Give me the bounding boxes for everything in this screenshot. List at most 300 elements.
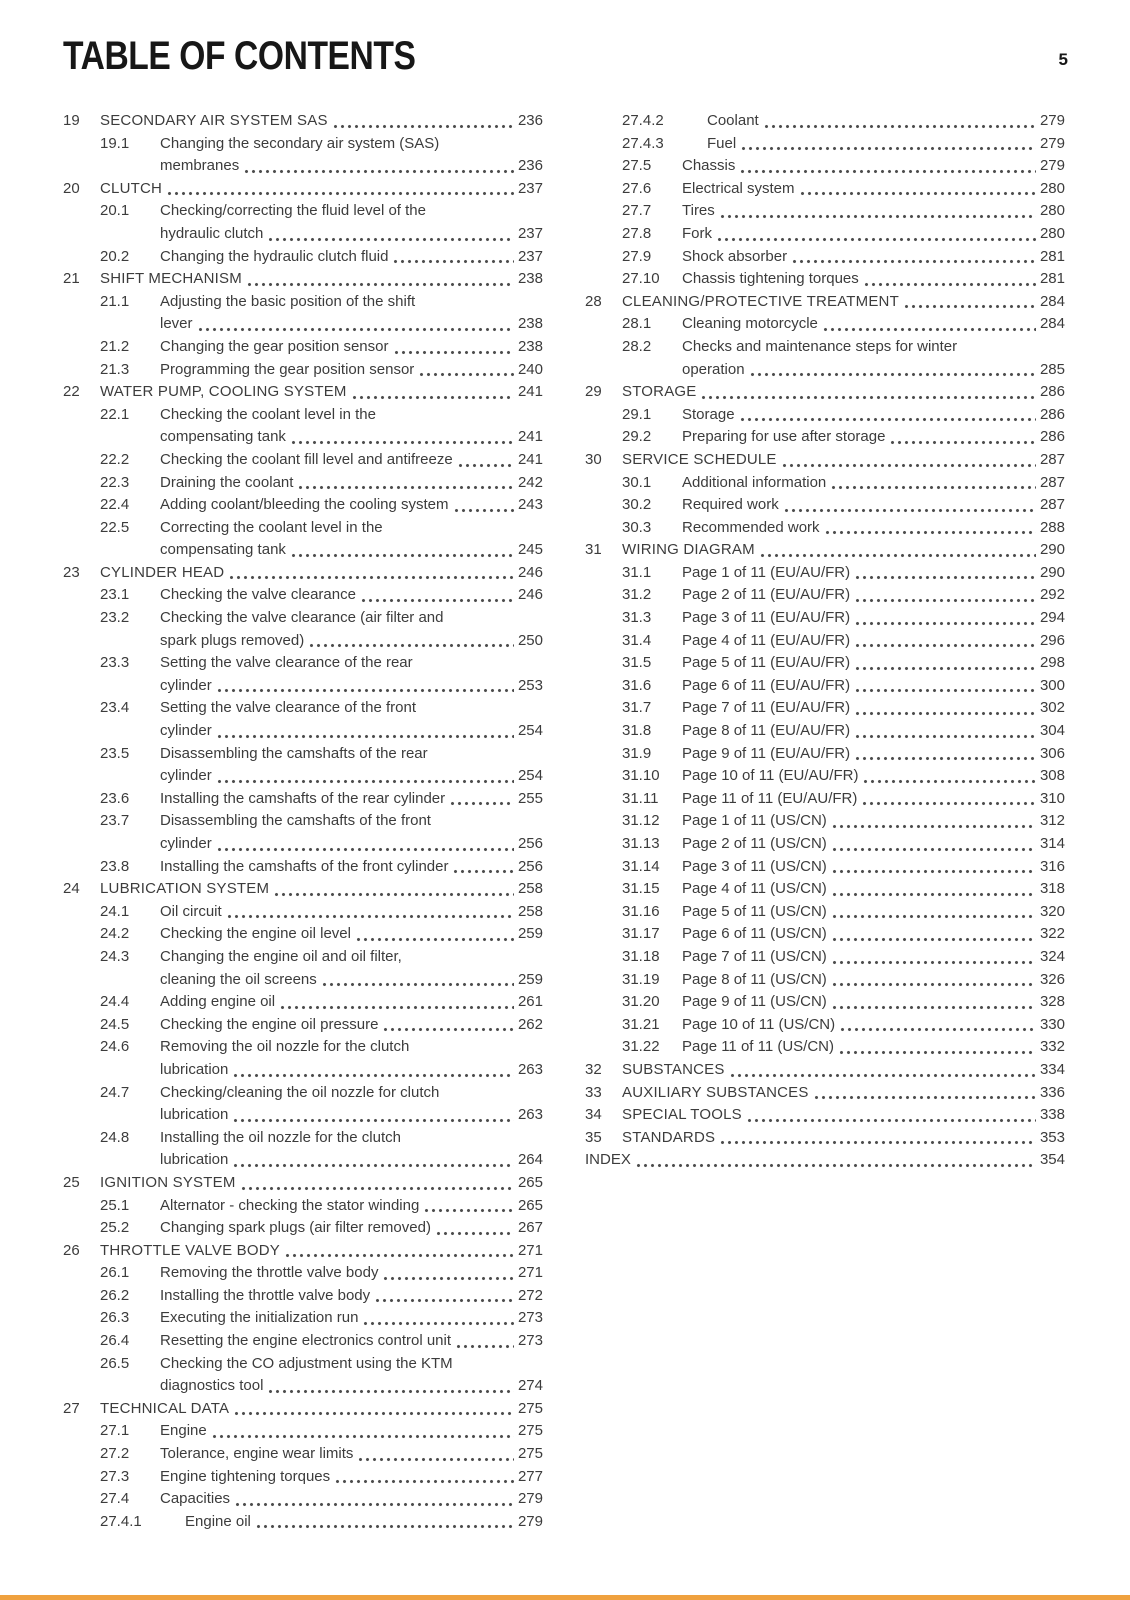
toc-entry-number: 27.7 <box>622 202 652 220</box>
dot-leader <box>394 350 514 355</box>
toc-entry-title: Page 2 of 11 (EU/AU/FR) <box>682 586 851 604</box>
toc-entry[interactable] <box>63 1307 543 1330</box>
toc-entry[interactable] <box>585 133 1065 156</box>
dot-leader <box>241 1186 514 1191</box>
toc-entry-title: LUBRICATION SYSTEM <box>100 880 270 898</box>
dot-leader <box>864 282 1036 287</box>
toc-entry-title: Page 10 of 11 (EU/AU/FR) <box>682 767 859 785</box>
dot-leader <box>454 508 514 513</box>
toc-entry-line <box>160 607 543 630</box>
dot-leader <box>322 982 514 987</box>
toc-entry-line <box>160 449 543 472</box>
toc-entry[interactable] <box>585 539 1065 562</box>
dot-leader <box>855 711 1036 716</box>
toc-entry[interactable] <box>63 200 543 245</box>
toc-entry-title: hydraulic clutch <box>160 224 264 242</box>
toc-entry-body <box>682 675 1065 698</box>
toc-entry-title: Page 1 of 11 (EU/AU/FR) <box>682 563 851 581</box>
toc-entry[interactable] <box>63 110 543 133</box>
toc-entry-title: Removing the throttle valve body <box>160 1264 379 1282</box>
toc-entry-number: 30.3 <box>622 518 652 536</box>
toc-entry-number: 24.2 <box>100 925 130 943</box>
toc-entry-page: 300 <box>1039 676 1065 694</box>
toc-entry-body <box>160 652 543 697</box>
toc-entry-title: Checking/correcting the fluid level of the <box>160 202 426 220</box>
toc-entry-number: 23.8 <box>100 857 130 875</box>
toc-entry-body <box>682 155 1065 178</box>
toc-entry-number: 30 <box>585 450 602 468</box>
toc-entry-number: 24.4 <box>100 993 130 1011</box>
toc-entry-title: SECONDARY AIR SYSTEM SAS <box>100 112 328 129</box>
toc-entry[interactable] <box>63 381 543 404</box>
toc-entry-number: 23.7 <box>100 812 130 830</box>
toc-entry-title: Changing the hydraulic clutch fluid <box>160 247 389 265</box>
toc-entry-title: cylinder <box>160 676 212 694</box>
toc-entry-line <box>160 291 543 314</box>
toc-entry[interactable] <box>585 788 1065 811</box>
toc-entry-body <box>160 923 543 946</box>
dot-leader <box>335 1479 514 1484</box>
toc-entry-page: 285 <box>1039 360 1065 378</box>
toc-entry[interactable] <box>585 1127 1065 1150</box>
toc-entry-title: Checking the coolant level in the <box>160 405 376 423</box>
toc-entry[interactable] <box>63 178 543 201</box>
toc-entry-body <box>622 539 1065 562</box>
toc-entry[interactable] <box>63 584 543 607</box>
toc-entry[interactable] <box>585 765 1065 788</box>
toc-entry-page: 237 <box>517 247 543 265</box>
dot-leader <box>832 1005 1036 1010</box>
toc-entry-page: 332 <box>1039 1038 1065 1056</box>
toc-entry-title: Checking the valve clearance <box>160 586 356 604</box>
toc-entry[interactable] <box>585 472 1065 495</box>
toc-entry[interactable] <box>585 291 1065 314</box>
toc-entry-page: 326 <box>1039 970 1065 988</box>
toc-entry-body <box>160 743 543 788</box>
toc-entry[interactable] <box>585 878 1065 901</box>
toc-entry[interactable] <box>585 110 1065 133</box>
toc-entry-body <box>160 472 543 495</box>
dot-leader <box>855 666 1036 671</box>
toc-entry-body <box>160 359 543 382</box>
dot-leader <box>229 575 514 580</box>
toc-entry-line <box>682 246 1065 269</box>
toc-entry[interactable] <box>585 697 1065 720</box>
toc-entry[interactable] <box>63 1466 543 1489</box>
toc-entry-page: 262 <box>517 1015 543 1033</box>
toc-entry[interactable] <box>63 359 543 382</box>
toc-entry[interactable] <box>585 426 1065 449</box>
toc-entry-body <box>682 178 1065 201</box>
toc-entry-number: 31.9 <box>622 744 652 762</box>
toc-entry[interactable] <box>63 472 543 495</box>
toc-entry[interactable] <box>585 517 1065 540</box>
dot-leader <box>333 124 514 129</box>
dot-leader <box>233 1163 514 1168</box>
toc-entry-line <box>622 1127 1065 1150</box>
toc-entry-line <box>160 517 543 540</box>
toc-entry[interactable] <box>63 449 543 472</box>
toc-entry-body <box>160 336 543 359</box>
toc-entry-page: 243 <box>517 496 543 514</box>
toc-entry-body <box>682 584 1065 607</box>
toc-entry-number: 31.18 <box>622 947 660 965</box>
toc-entry[interactable] <box>63 946 543 991</box>
toc-entry-title: Page 4 of 11 (EU/AU/FR) <box>682 631 851 649</box>
toc-entry-line <box>682 946 1065 969</box>
dot-leader <box>823 327 1036 332</box>
toc-entry[interactable] <box>585 675 1065 698</box>
toc-entry[interactable] <box>63 1262 543 1285</box>
toc-entry-title: Removing the oil nozzle for the clutch <box>160 1038 410 1056</box>
toc-entry-body <box>622 449 1065 472</box>
toc-entry-number: 31 <box>585 541 602 559</box>
toc-entry-page: 245 <box>517 541 543 559</box>
toc-entry[interactable] <box>63 810 543 855</box>
dot-leader <box>217 847 514 852</box>
toc-entry-number: 31.11 <box>622 789 659 807</box>
toc-entry[interactable] <box>585 200 1065 223</box>
toc-entry[interactable] <box>63 336 543 359</box>
toc-entry-body <box>160 1420 543 1443</box>
toc-entry-title: Alternator - checking the stator winding <box>160 1196 420 1214</box>
toc-entry[interactable] <box>585 155 1065 178</box>
toc-entry-line <box>682 969 1065 992</box>
toc-entry[interactable] <box>63 878 543 901</box>
toc-entry-title: WATER PUMP, COOLING SYSTEM <box>100 383 347 401</box>
toc-entry[interactable] <box>63 404 543 449</box>
toc-entry-number: 29.2 <box>622 428 652 446</box>
toc-entry-number: 24.8 <box>100 1128 130 1146</box>
toc-entry-page: 306 <box>1039 744 1065 762</box>
toc-entry-title: Engine oil <box>185 1512 251 1530</box>
toc-entry-title: Changing the gear position sensor <box>160 337 389 355</box>
toc-entry-number: 31.16 <box>622 902 660 920</box>
toc-entry[interactable] <box>585 313 1065 336</box>
toc-entry-page: 263 <box>517 1106 543 1124</box>
toc-entry[interactable] <box>63 1014 543 1037</box>
toc-entry[interactable] <box>63 991 543 1014</box>
toc-entry-number: 21.2 <box>100 337 130 355</box>
toc-entry-body <box>160 584 543 607</box>
toc-entry[interactable] <box>63 856 543 879</box>
toc-entry[interactable] <box>585 1104 1065 1127</box>
toc-entry[interactable] <box>585 494 1065 517</box>
toc-entry-title: Engine <box>160 1422 207 1440</box>
toc-entry-title: lubrication <box>160 1106 229 1124</box>
toc-entry-page: 288 <box>1039 518 1065 536</box>
toc-entry-title: Fuel <box>707 134 737 152</box>
toc-entry[interactable] <box>585 404 1065 427</box>
toc-entry-line <box>160 155 543 178</box>
dot-leader <box>458 463 514 468</box>
toc-entry-number: 26.2 <box>100 1286 130 1304</box>
toc-entry[interactable] <box>63 133 543 178</box>
toc-entry-title: Changing spark plugs (air filter removed) <box>160 1219 431 1237</box>
toc-entry[interactable] <box>63 607 543 652</box>
toc-entry[interactable] <box>63 697 543 742</box>
toc-entry-number: 27.8 <box>622 224 652 242</box>
toc-entry[interactable] <box>585 833 1065 856</box>
toc-entry-title: Checking/cleaning the oil nozzle for clutch <box>160 1083 440 1101</box>
toc-entry[interactable] <box>585 720 1065 743</box>
dot-leader <box>832 982 1036 987</box>
toc-entry-number: 21.1 <box>100 292 130 310</box>
dot-leader <box>855 621 1036 626</box>
toc-entry-page: 286 <box>1039 428 1065 446</box>
toc-entry[interactable] <box>63 1420 543 1443</box>
toc-entry-title: Installing the throttle valve body <box>160 1286 371 1304</box>
toc-entry-page: 279 <box>1039 157 1065 175</box>
toc-entry-number: 22.3 <box>100 473 130 491</box>
toc-entry-body <box>160 200 543 245</box>
toc-entry-number: 31.1 <box>622 563 652 581</box>
toc-entry-number: 31.12 <box>622 812 660 830</box>
toc-entry-title: Checking the engine oil level <box>160 925 351 943</box>
toc-entry-body <box>160 810 543 855</box>
toc-entry-line <box>707 133 1065 156</box>
toc-entry-line <box>160 1217 543 1240</box>
toc-entry[interactable] <box>585 584 1065 607</box>
toc-entry[interactable] <box>585 743 1065 766</box>
toc-entry[interactable] <box>63 562 543 585</box>
toc-entry-body <box>682 472 1065 495</box>
toc-entry-line <box>682 833 1065 856</box>
dot-leader <box>383 1276 514 1281</box>
toc-entry-body <box>160 1195 543 1218</box>
toc-entry-body <box>160 517 543 562</box>
toc-entry-page: 286 <box>1039 383 1065 401</box>
toc-entry-number: 31.6 <box>622 676 652 694</box>
toc-entry-page: 287 <box>1039 473 1065 491</box>
toc-entry[interactable] <box>585 923 1065 946</box>
toc-entry-title: cylinder <box>160 835 212 852</box>
toc-entry-number: 28 <box>585 292 602 310</box>
toc-entry[interactable] <box>63 517 543 562</box>
toc-entry-body <box>682 652 1065 675</box>
toc-entry[interactable] <box>585 1014 1065 1037</box>
toc-entry-title: Tolerance, engine wear limits <box>160 1445 354 1463</box>
toc-entry[interactable] <box>585 562 1065 585</box>
toc-entry-body <box>682 607 1065 630</box>
toc-entry-page: 316 <box>1039 857 1065 875</box>
toc-entry[interactable] <box>585 1059 1065 1082</box>
toc-entry-page: 240 <box>517 360 543 378</box>
toc-entry[interactable] <box>585 246 1065 269</box>
toc-entry-line <box>160 539 543 562</box>
toc-entry[interactable] <box>63 1036 543 1081</box>
toc-entry-number: 21.3 <box>100 360 130 378</box>
toc-entry-title: Page 11 of 11 (US/CN) <box>682 1038 835 1056</box>
toc-entry-body <box>100 178 543 201</box>
toc-entry-body <box>682 268 1065 291</box>
dot-leader <box>217 779 514 784</box>
dot-leader <box>784 508 1036 513</box>
dot-leader <box>436 1231 514 1236</box>
dot-leader <box>375 1298 514 1303</box>
toc-entry-number: 27.2 <box>100 1445 130 1463</box>
toc-entry[interactable] <box>585 336 1065 381</box>
toc-entry-line <box>160 426 543 449</box>
toc-entry-number: 27.6 <box>622 179 652 197</box>
toc-entry[interactable] <box>585 268 1065 291</box>
toc-entry-line <box>160 1195 543 1218</box>
toc-entry[interactable] <box>63 1082 543 1127</box>
toc-entry-page: 312 <box>1039 812 1065 830</box>
toc-entry[interactable] <box>63 1285 543 1308</box>
toc-entry-page: 274 <box>517 1377 543 1395</box>
toc-entry-number: 27 <box>63 1399 80 1417</box>
toc-entry-number: 22.4 <box>100 496 130 514</box>
toc-entry[interactable] <box>585 607 1065 630</box>
toc-entry-line <box>622 1104 1065 1127</box>
toc-entry[interactable] <box>585 449 1065 472</box>
toc-entry-body <box>682 878 1065 901</box>
toc-entry-line <box>160 223 543 246</box>
toc-entry-body <box>160 133 543 178</box>
toc-entry[interactable] <box>63 1172 543 1195</box>
toc-entry[interactable] <box>585 381 1065 404</box>
toc-entry[interactable] <box>63 268 543 291</box>
toc-entry-page: 294 <box>1039 609 1065 627</box>
toc-entry-number: 29.1 <box>622 405 652 423</box>
toc-entry-body <box>622 1082 1065 1105</box>
toc-entry[interactable] <box>63 1217 543 1240</box>
toc-entry-line <box>100 268 543 291</box>
toc-entry[interactable] <box>63 1511 543 1534</box>
toc-entry-body <box>682 833 1065 856</box>
toc-entry-page: 318 <box>1039 880 1065 898</box>
toc-entry-title: Changing the engine oil and oil filter, <box>160 947 402 965</box>
dot-leader <box>247 282 514 287</box>
toc-entry-line <box>622 449 1065 472</box>
toc-entry-body <box>682 720 1065 743</box>
toc-entry[interactable] <box>63 923 543 946</box>
toc-entry-title: IGNITION SYSTEM <box>100 1173 236 1191</box>
toc-entry-number: 27.4.2 <box>622 112 664 129</box>
toc-entry-number: 26.3 <box>100 1309 130 1327</box>
toc-entry[interactable] <box>63 1398 543 1421</box>
toc-entry-body <box>160 1036 543 1081</box>
toc-entry-title: STORAGE <box>622 383 697 401</box>
toc-entry[interactable] <box>63 1127 543 1172</box>
toc-entry[interactable] <box>63 788 543 811</box>
toc-entry[interactable] <box>585 991 1065 1014</box>
toc-entry[interactable] <box>63 652 543 697</box>
toc-entry-title: STANDARDS <box>622 1128 716 1146</box>
dot-leader <box>862 801 1036 806</box>
toc-entry-line <box>100 178 543 201</box>
toc-entry[interactable] <box>585 223 1065 246</box>
toc-entry-title: Disassembling the camshafts of the rear <box>160 744 428 762</box>
dot-leader <box>720 214 1036 219</box>
toc-entry[interactable] <box>585 856 1065 879</box>
toc-entry-title: CLUTCH <box>100 179 163 197</box>
dot-leader <box>890 440 1036 445</box>
toc-entry-title: Cleaning motorcycle <box>682 315 818 333</box>
toc-entry[interactable] <box>585 946 1065 969</box>
dot-leader <box>839 1050 1036 1055</box>
toc-entry-body <box>160 697 543 742</box>
dot-leader <box>832 824 1036 829</box>
toc-entry[interactable] <box>63 1195 543 1218</box>
toc-entry-line <box>160 652 543 675</box>
toc-entry-page: 322 <box>1039 925 1065 943</box>
toc-entry[interactable] <box>585 1082 1065 1105</box>
toc-entry-body <box>682 856 1065 879</box>
toc-entry[interactable] <box>63 494 543 517</box>
toc-entry[interactable] <box>63 1240 543 1263</box>
toc-entry[interactable] <box>585 652 1065 675</box>
toc-entry[interactable] <box>585 969 1065 992</box>
toc-entry[interactable] <box>63 1330 543 1353</box>
toc-entry-page: 273 <box>517 1332 543 1350</box>
toc-entry[interactable] <box>63 1443 543 1466</box>
toc-entry-body <box>682 923 1065 946</box>
toc-entry-title: Page 7 of 11 (US/CN) <box>682 947 827 965</box>
toc-entry[interactable] <box>585 901 1065 924</box>
toc-entry[interactable] <box>63 1488 543 1511</box>
toc-entry-title: Installing the camshafts of the rear cylinder <box>160 789 446 807</box>
toc-entry[interactable] <box>585 1149 1065 1172</box>
toc-entry-title: Page 8 of 11 (US/CN) <box>682 970 827 988</box>
toc-entry[interactable] <box>63 246 543 269</box>
toc-entry-page: 290 <box>1039 541 1065 559</box>
toc-entry[interactable] <box>63 901 543 924</box>
toc-entry-page: 277 <box>517 1467 543 1485</box>
toc-entry-line <box>160 833 543 856</box>
toc-entry-number: 30.1 <box>622 473 652 491</box>
dot-leader <box>863 779 1036 784</box>
toc-entry-body <box>160 607 543 652</box>
dot-leader <box>268 237 514 242</box>
toc-entry-title: Page 11 of 11 (EU/AU/FR) <box>682 789 858 807</box>
toc-entry-body <box>160 1262 543 1285</box>
toc-entry-line <box>160 697 543 720</box>
toc-entry-body <box>160 404 543 449</box>
folio-page-number: 5 <box>1058 50 1068 69</box>
toc-entry-body <box>160 494 543 517</box>
toc-entry[interactable] <box>585 630 1065 653</box>
toc-entry-line <box>160 1330 543 1353</box>
toc-entry-title: Page 10 of 11 (US/CN) <box>682 1015 836 1033</box>
toc-entry-page: 238 <box>517 270 543 288</box>
toc-entry-line <box>622 1059 1065 1082</box>
toc-entry-line <box>160 946 543 969</box>
toc-entry[interactable] <box>63 1353 543 1398</box>
toc-entry-body <box>100 1240 543 1263</box>
toc-entry[interactable] <box>585 1036 1065 1059</box>
toc-entry[interactable] <box>63 291 543 336</box>
toc-entry-page: 281 <box>1039 247 1065 265</box>
toc-entry-page: 267 <box>517 1219 543 1237</box>
toc-entry-title: THROTTLE VALVE BODY <box>100 1241 280 1259</box>
toc-entry-page: 275 <box>517 1445 543 1463</box>
toc-entry[interactable] <box>63 743 543 788</box>
toc-entry-number: 31.10 <box>622 767 660 785</box>
toc-entry[interactable] <box>585 178 1065 201</box>
toc-entry-body <box>160 1307 543 1330</box>
toc-entry-line <box>682 697 1065 720</box>
toc-entry[interactable] <box>585 810 1065 833</box>
toc-entry-body <box>160 901 543 924</box>
toc-entry-page: 320 <box>1039 902 1065 920</box>
toc-entry-line <box>682 743 1065 766</box>
dot-leader <box>750 372 1036 377</box>
toc-entry-page: 246 <box>517 586 543 604</box>
toc-entry-number: 31.4 <box>622 631 652 649</box>
toc-entry-body <box>160 1488 543 1511</box>
